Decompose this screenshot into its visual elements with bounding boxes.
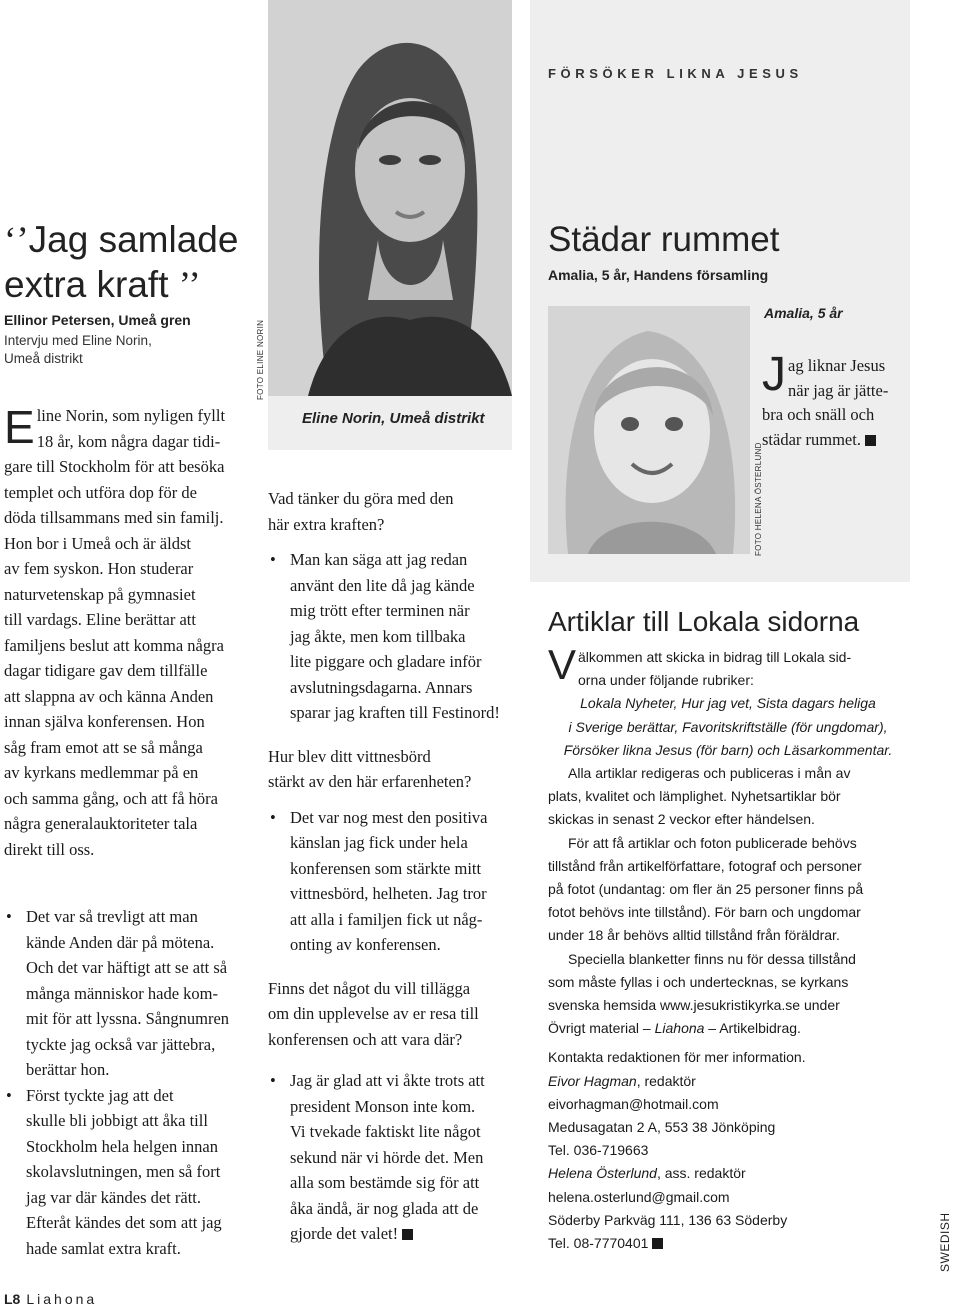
intro-paragraph <box>4 403 254 862</box>
text-line: om din upplevelse av er resa till <box>268 1004 479 1023</box>
text-line: avslutningsdagarna. Annars <box>290 677 473 697</box>
dropcap-v: V <box>548 641 577 688</box>
text-line: president Monson inte kom. <box>290 1096 476 1116</box>
end-mark-icon <box>652 1238 663 1249</box>
language-label: SWEDISH <box>938 1212 952 1272</box>
dropcap-j: J <box>762 348 786 401</box>
text-line: sparar jag kraften till Festinord! <box>290 703 500 722</box>
interview-credit: Intervju med Eline Norin, Umeå distrikt <box>4 333 152 366</box>
text-line: mit för att lyssna. Sångnumren <box>26 1009 230 1028</box>
editor-email[interactable]: eivorhagman@hotmail.com <box>548 1095 719 1112</box>
text-line: här extra kraften? <box>268 514 385 534</box>
eline-portrait <box>268 0 512 396</box>
text-line: Vi tvekade faktiskt lite något <box>290 1122 481 1141</box>
text-line: några generalauktoriteter tala <box>4 814 198 833</box>
text-line: Och det var häftigt att se att så <box>26 958 228 977</box>
page-footer <box>4 1291 97 1307</box>
answer-3 <box>268 1068 530 1247</box>
text-line: Hur blev ditt vittnesbörd <box>268 746 431 766</box>
answer-1 <box>268 547 530 726</box>
text-line: Efteråt kändes det som att jag <box>26 1213 222 1232</box>
text-line: av fem syskon. Hon studerar <box>4 559 194 578</box>
text-line: Finns det något du vill tillägga <box>268 978 471 998</box>
text-line: lite piggare och gladare inför <box>290 652 482 671</box>
text-line: att slappna av och känna Anden <box>4 686 214 706</box>
text-line: i Sverige berättar, Favoritskriftställe (för ungdomar), <box>568 718 888 735</box>
text-line: • Man kan säga att jag redan <box>290 550 468 569</box>
text-line: när jag är jätte- <box>788 380 889 400</box>
intro-lines <box>4 403 254 862</box>
text-line: innan själva konferensen. Hon <box>4 712 205 731</box>
text-line: städar rummet. <box>762 430 876 449</box>
text-line: För att få artiklar och foton publicerade behövs <box>568 834 857 851</box>
assistant-editor-name: Helena Österlund <box>548 1165 657 1182</box>
text-line: jag var där kändes det rätt. <box>26 1187 202 1207</box>
end-mark-icon <box>402 1229 413 1240</box>
text-line: plats, kvalitet och lämplighet. Nyhetsartiklar bör <box>548 788 841 805</box>
info-p3 <box>548 832 908 948</box>
dropcap-e: E <box>4 401 35 453</box>
info-intro <box>548 641 908 692</box>
editor-name: Eivor Hagman <box>548 1072 637 1089</box>
text-line: Försöker likna Jesus (för barn) och Läsarkommentar. <box>563 741 893 758</box>
section-kicker: FÖRSÖKER LIKNA JESUS <box>548 66 803 81</box>
text-line: tyckte jag också var jättebra, <box>26 1034 216 1054</box>
text-line: till vardags. Eline berättar att <box>4 610 196 629</box>
text-line: vittnesbörd, helheten. Jag tror <box>290 884 487 903</box>
text-line: att alla i familjen fick ut någ- <box>290 909 483 929</box>
text-line: konferensen som stärkte mitt <box>290 858 482 878</box>
portrait-image <box>268 0 512 396</box>
left-bullets <box>4 904 259 1261</box>
text-line: dagar tidigare gav dem tillfälle <box>4 661 208 680</box>
text-line: onting av konferensen. <box>290 935 441 954</box>
portrait-photo-credit: FOTO ELINE NORIN <box>256 319 265 400</box>
text-line: bra och snäll och <box>762 405 875 424</box>
info-p4-last: Övrigt material – Liahona – Artikelbidrag. <box>548 1020 801 1037</box>
magazine-name: Liahona <box>26 1291 98 1307</box>
answer-2 <box>268 805 530 958</box>
child-quote <box>762 348 910 452</box>
text-line: älkommen att skicka in bidrag till Lokala sid- <box>578 649 852 665</box>
info-title: Artiklar till Lokala sidorna <box>548 606 860 637</box>
info-rubrics <box>548 692 908 762</box>
text-line: fotot behövs inte tillstånd). För barn och ungdomar <box>548 904 861 921</box>
bullet-item <box>4 1083 259 1262</box>
text-line: naturvetenskap på gymnasiet <box>4 584 196 604</box>
child-image <box>548 306 750 554</box>
text-line: Jag är glad att vi åkte trots att <box>290 1071 485 1090</box>
text-line: • Det var nog mest den positiva <box>290 807 488 827</box>
text-line: kände Anden där på mötena. <box>26 932 215 952</box>
story-title: Städar rummet <box>548 220 780 259</box>
text-line: Hon bor i Umeå och är äldst <box>4 533 191 553</box>
assistant-editor-email[interactable]: helena.osterlund@gmail.com <box>548 1188 730 1205</box>
text-line: tillstånd från artikelförfattare, fotograf och personer <box>548 857 862 874</box>
text-line: berättar hon. <box>26 1060 110 1079</box>
text-line: orna under följande rubriker: <box>578 672 754 689</box>
info-p4 <box>548 948 908 1018</box>
text-line: Alla artiklar redigeras och publiceras i mån av <box>568 765 851 782</box>
story-subtitle: Amalia, 5 år, Handens församling <box>548 267 769 283</box>
end-mark-icon <box>865 435 876 446</box>
info-text <box>548 641 908 1255</box>
text-line: gjorde det valet! <box>290 1224 413 1243</box>
text-line: använt den lite då jag kände <box>290 575 475 595</box>
article-title: ‘’Jag samlade extra kraft ’’ <box>4 219 239 306</box>
child-photo-credit: FOTO HELENA ÖSTERLUND <box>754 442 763 556</box>
text-line: templet och utföra dop för de <box>4 482 197 502</box>
text-line: svenska hemsida www.jesukristikyrka.se under <box>548 997 840 1014</box>
text-line: direkt till oss. <box>4 839 95 859</box>
text-line: alla som bestämde sig för att <box>290 1173 480 1192</box>
interview-qa <box>268 486 530 1247</box>
text-line: och samma gång, och att få höra <box>4 788 218 808</box>
text-line: som måste fyllas i och undertecknas, se kyrkans <box>548 973 849 990</box>
text-line: Lokala Nyheter, Hur jag vet, Sista dagars heliga <box>580 695 876 712</box>
text-line: skolavslutningen, men så fort <box>26 1162 221 1181</box>
text-line: sekund när vi hörde det. Men <box>290 1147 484 1167</box>
question-2 <box>268 744 530 795</box>
text-line: line Norin, som nyligen fyllt <box>36 406 226 425</box>
text-line: under 18 år behövs alltid tillstånd från föräldrar. <box>548 927 840 944</box>
text-line: döda tillsammans med sin familj. <box>4 508 224 527</box>
question-1 <box>268 486 530 537</box>
child-name-label: Amalia, 5 år <box>764 305 843 321</box>
text-line: Speciella blanketter finns nu för dessa tillstånd <box>568 950 856 967</box>
text-line: ag liknar Jesus <box>788 356 886 375</box>
byline: Ellinor Petersen, Umeå gren <box>4 312 191 328</box>
page-number: L8 <box>4 1291 21 1307</box>
text-line: Vad tänker du göra med den <box>268 489 454 508</box>
bullet-item <box>4 904 259 1083</box>
text-line: gare till Stockholm för att besöka <box>4 457 225 476</box>
text-line: känslan jag fick under hela <box>290 833 468 852</box>
question-3 <box>268 976 530 1053</box>
text-line: skickas in senast 2 veckor efter händelsen. <box>548 811 815 828</box>
text-line: av kyrkans medlemmar på en <box>4 763 199 782</box>
text-line: jag åkte, men kom tillbaka <box>290 626 466 646</box>
text-line: 18 år, kom några dagar tidi- <box>36 431 221 451</box>
info-p2 <box>548 762 908 832</box>
text-line: konferensen och att vara där? <box>268 1029 463 1049</box>
text-line: familjens beslut att komma några <box>4 635 224 655</box>
text-line: stärkt av den här erfarenheten? <box>268 772 472 791</box>
text-line: mig trött efter terminen när <box>290 601 470 620</box>
text-line: åka ändå, är nog glada att de <box>290 1198 479 1218</box>
portrait-caption: Eline Norin, Umeå distrikt <box>302 410 485 427</box>
text-line: skulle bli jobbigt att åka till <box>26 1111 208 1130</box>
contact-block: Kontakta redaktionen för mer information. Eivor Hagman, redaktör eivorhagman@hotmail.com Medusagatan 2 A, 553 38 Jönköping Tel. 036-719663 Helena Österlund, ass. redaktör helena.osterlund@gmail.com Söderby Parkväg 111, 136 63 Söderby Tel. 08-7770401 <box>548 1046 908 1255</box>
text-line: • Först tyckte jag att det <box>26 1085 174 1105</box>
text-line: många människor hade kom- <box>26 983 218 1003</box>
text-line: på fotot (undantag: om fler än 25 personer finns på <box>548 881 864 898</box>
text-line: hade samlat extra kraft. <box>26 1238 181 1258</box>
text-line: Stockholm hela helgen innan <box>26 1136 218 1156</box>
amalia-photo <box>548 306 750 554</box>
text-line: såg fram emot att se så många <box>4 737 203 757</box>
text-line: • Det var så trevligt att man <box>26 907 198 926</box>
